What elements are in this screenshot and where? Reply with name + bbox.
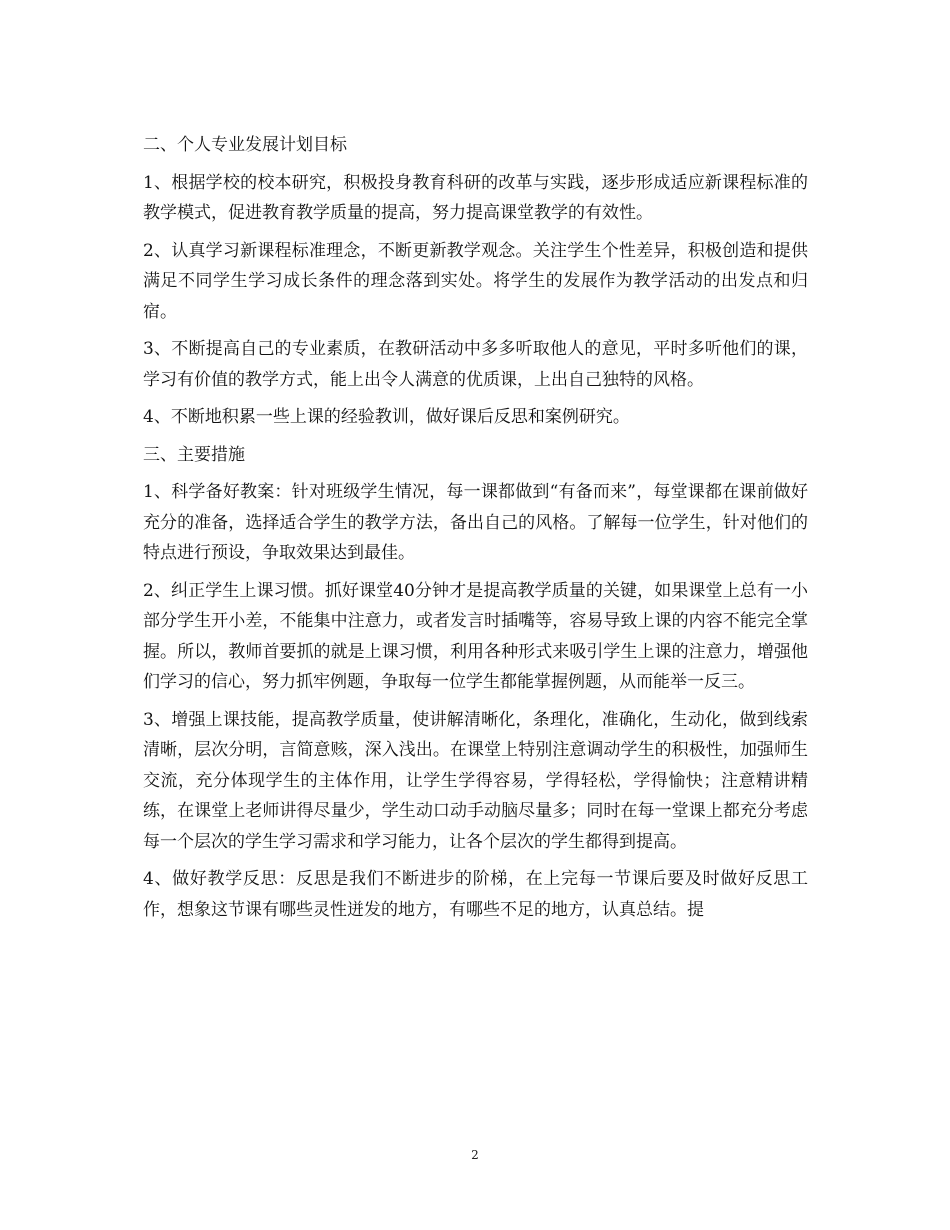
measure-paragraph-2: 2、纠正学生上课习惯。抓好课堂40分钟才是提高教学质量的关键，如果课堂上总有一小部分学生开小差，不能集中注意力，或者发言时插嘴等，容易导致上课的内容不能完全掌握。所以，教师首要抓的就是上课习惯，利用各种形式来吸引学生上课的注意力，增强他们学习的信心，努力抓牢例题，争取每一位学生都能掌握例题，从而能举一反三。 [143,580,808,692]
goal-paragraph-4: 4、不断地积累一些上课的经验教训，做好课后反思和案例研究。 [143,407,630,427]
document-body [143,130,808,932]
measure-paragraph-3: 3、增强上课技能，提高教学质量，使讲解清晰化，条理化，准确化，生动化，做到线索清晰，层次分明，言简意赅，深入浅出。在课堂上特别注意调动学生的积极性，加强师生交流，充分体现学生的主体作用，让学生学得容易，学得轻松，学得愉快；注意精讲精练，在课堂上老师讲得尽量少，学生动口动手动脑尽量多；同时在每一堂课上都充分考虑每一个层次的学生学习需求和学习能力，让各个层次的学生都得到提高。 [143,709,808,852]
goal-paragraph-2: 2、认真学习新课程标准理念，不断更新教学观念。关注学生个性差异，积极创造和提供满足不同学生学习成长条件的理念落到实处。将学生的发展作为教学活动的出发点和归宿。 [143,240,808,322]
page-number: 2 [471,1148,479,1162]
section-heading-measures: 三、主要措施 [143,444,245,465]
measure-paragraph-1: 1、科学备好教案：针对班级学生情况，每一课都做到“有备而来”，每堂课都在课前做好充分的准备，选择适合学生的教学方法，备出自己的风格。了解每一位学生，针对他们的特点进行预设，争取效果达到最佳。 [143,482,808,563]
goal-paragraph-3: 3、不断提高自己的专业素质，在教研活动中多多听取他人的意见，平时多听他们的课，学习有价值的教学方式，能上出令人满意的优质课，上出自己独特的风格。 [143,339,808,390]
goal-paragraph-1: 1、根据学校的校本研究，积极投身教育科研的改革与实践，逐步形成适应新课程标准的教学模式，促进教育教学质量的提高，努力提高课堂教学的有效性。 [143,172,808,223]
section-heading-goals: 二、个人专业发展计划目标 [143,135,347,155]
measure-paragraph-4: 4、做好教学反思：反思是我们不断进步的阶梯，在上完每一节课后要及时做好反思工作，想象这节课有哪些灵性迸发的地方，有哪些不足的地方，认真总结。提 [143,869,808,920]
